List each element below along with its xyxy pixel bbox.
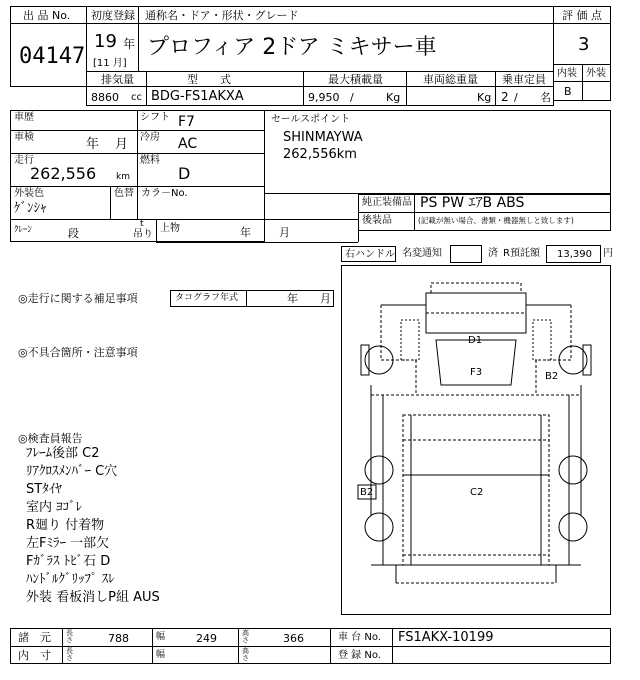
first-reg-label-cell: [86, 6, 139, 24]
history-label: 車歴: [14, 112, 34, 123]
interior-dimension-label: 内 寸: [18, 649, 51, 662]
max-load-value: 9,950: [308, 91, 340, 104]
truck-diagram: [341, 265, 611, 615]
reg-year-unit: 年: [123, 37, 136, 51]
lot-number-cell: [10, 23, 87, 87]
displacement-label-cell: [86, 71, 147, 87]
gross-weight-cell: [406, 86, 496, 106]
inspection-year: 年: [86, 137, 100, 152]
driving-notes-label: ◎走行に関する補足事項: [18, 292, 138, 305]
height-label: 高さ: [242, 629, 249, 644]
model-label: 型 式: [187, 73, 231, 86]
inspector-line: 左Fﾐﾗｰ 一部欠: [26, 536, 110, 551]
name-label-cell: [138, 6, 554, 24]
rhd-label: 右ハンドル: [345, 249, 395, 260]
length-label-2: 長さ: [66, 647, 73, 662]
displacement-value: 8860: [91, 91, 119, 104]
exterior-label-cell: [582, 64, 611, 82]
name-change-label: 名変通知: [402, 248, 442, 259]
vehicle-name-cell: [138, 23, 554, 72]
grade-label-cell: [553, 6, 611, 24]
width-label-2: 幅: [156, 650, 166, 660]
name-label: 通称名・ドア・形状・グレード: [145, 9, 299, 22]
diagram-mark: B2: [360, 487, 374, 498]
mileage-value: 262,556: [30, 164, 97, 183]
mount-label: 上物: [160, 223, 180, 234]
color-value: ｹﾞﾝｼｬ: [14, 201, 47, 216]
recycle-deposit-box: [546, 245, 601, 263]
sales-point-label: セールスポイント: [271, 114, 351, 125]
capacity-value: 2: [501, 90, 509, 104]
inspection-label: 車検: [14, 132, 34, 143]
exterior-grade-label: 外装: [586, 68, 606, 79]
standard-equipment-value: PS PW ｴｱB ABS: [420, 195, 525, 211]
tacho-year: 年: [287, 292, 298, 305]
exterior-value-cell: [582, 81, 611, 101]
aftermarket-label: 後装品: [362, 215, 392, 226]
mileage-label: 走行: [14, 155, 34, 166]
fuel-value: D: [178, 164, 191, 183]
displacement-label: 排気量: [101, 73, 134, 86]
gross-weight-label-cell: [406, 71, 496, 87]
mount-month: 月: [279, 226, 290, 239]
length-value: 788: [108, 632, 129, 645]
standard-equipment-label: 純正装備品: [362, 197, 412, 208]
capacity-unit: 名: [540, 91, 551, 104]
displacement-cell: [86, 86, 147, 106]
recycle-unit: 円: [603, 248, 613, 259]
diagram-mark: C2: [470, 487, 484, 498]
name-change-box: [450, 245, 482, 263]
max-load-unit: Kg: [386, 91, 401, 104]
crane-ton: t: [140, 219, 144, 229]
crane-step: 段: [68, 227, 79, 240]
capacity-cell: [495, 86, 554, 106]
tacho-label: タコグラフ年式: [175, 293, 239, 303]
grade-label: 評 価 点: [562, 9, 602, 22]
recycle-label: 済: [488, 248, 498, 259]
grade-value-cell: [553, 23, 611, 65]
vehicle-name: プロフィア 2ドア ミキサー車: [147, 35, 437, 60]
sales-point-box: [264, 110, 611, 194]
height-value: 366: [283, 632, 304, 645]
fuel-label: 燃料: [140, 155, 160, 166]
grade-value: 3: [578, 34, 590, 55]
lot-number: 04147: [19, 44, 86, 69]
reg-no-label: 登 録 No.: [338, 650, 381, 661]
mileage-unit: km: [116, 172, 130, 182]
inspector-line: ﾘｱｸﾛｽﾒﾝﾊﾞｰ C穴: [26, 464, 118, 479]
aircon-label: 冷房: [140, 132, 160, 143]
inspector-line: 外装 看板消しP組 AUS: [26, 590, 160, 605]
interior-value-cell: [553, 81, 583, 101]
rhd-cell: [341, 246, 396, 262]
crane-label: ｸﾚｰﾝ: [14, 225, 33, 235]
inspector-line: ﾊﾝﾄﾞﾙｸﾞﾘｯﾌﾟ ｽﾚ: [26, 572, 115, 587]
inspector-line: Fｶﾞﾗｽ ﾄﾋﾞ石 D: [26, 554, 111, 569]
reg-month: [11 月]: [93, 58, 127, 69]
shift-label: シフト: [140, 112, 170, 123]
diagram-mark: D1: [468, 335, 483, 346]
recycle-deposit-label: R預託額: [503, 248, 540, 259]
capacity-slash: /: [514, 91, 518, 104]
color-code-label: 色替: [114, 188, 134, 199]
color-no-label: カラ－No.: [141, 188, 188, 199]
lot-label-cell: [10, 6, 87, 24]
model-label-cell: [146, 71, 304, 87]
interior-grade-label: 内装: [557, 68, 577, 79]
inspector-line: 室内 ﾖｺﾞﾚ: [26, 500, 83, 515]
max-load-cell: [303, 86, 407, 106]
sales-point-line1: SHINMAYWA: [283, 130, 363, 145]
recycle-deposit-value: 13,390: [557, 249, 592, 260]
year-cell: [86, 23, 139, 72]
max-load-label: 最大積載量: [328, 73, 383, 86]
tacho-month: 月: [320, 292, 331, 305]
gross-weight-unit: Kg: [477, 91, 492, 104]
model-cell: [146, 86, 304, 106]
model-value: BDG-FS1AKXA: [151, 89, 244, 104]
reg-year: 19: [94, 31, 117, 52]
max-load-label-cell: [303, 71, 407, 87]
interior-label-cell: [553, 64, 583, 82]
height-label-2: 高さ: [242, 647, 249, 662]
gross-weight-label: 車両総重量: [423, 73, 478, 86]
diagram-mark: F3: [470, 367, 483, 378]
first-reg-label: 初度登録: [91, 9, 135, 22]
diagram-mark: B2: [545, 371, 559, 382]
aircon-value: AC: [178, 136, 198, 152]
capacity-label-cell: [495, 71, 554, 87]
aftermarket-note: (記載が無い場合、書類・機器無しと致します): [418, 216, 574, 225]
inspector-label: ◎検査員報告: [18, 432, 83, 445]
inspector-line: R廻り 付着物: [26, 518, 105, 533]
inspector-line: ﾌﾚｰﾑ後部 C2: [26, 446, 100, 461]
inspector-line: STﾀｲﾔ: [26, 482, 62, 497]
displacement-unit: cc: [131, 92, 142, 103]
spec-dimension-label: 諸 元: [18, 631, 51, 644]
length-label: 長さ: [66, 629, 73, 644]
chassis-value: FS1AKX-10199: [398, 630, 494, 645]
width-label: 幅: [156, 632, 166, 642]
color-label: 外装色: [14, 188, 44, 199]
chassis-label: 車 台 No.: [338, 632, 381, 643]
sales-point-line2: 262,556km: [283, 147, 357, 162]
lot-label: 出 品 No.: [23, 9, 71, 22]
mount-year: 年: [240, 226, 251, 239]
max-load-slash: /: [350, 91, 354, 104]
width-value: 249: [196, 632, 217, 645]
shift-value: F7: [178, 114, 195, 130]
inspection-month: 月: [115, 137, 129, 152]
crane-hoist: 吊り: [133, 229, 153, 240]
capacity-label: 乗車定員: [502, 73, 546, 86]
interior-grade-value: B: [564, 85, 572, 98]
defects-label: ◎不具合箇所・注意事項: [18, 346, 138, 359]
